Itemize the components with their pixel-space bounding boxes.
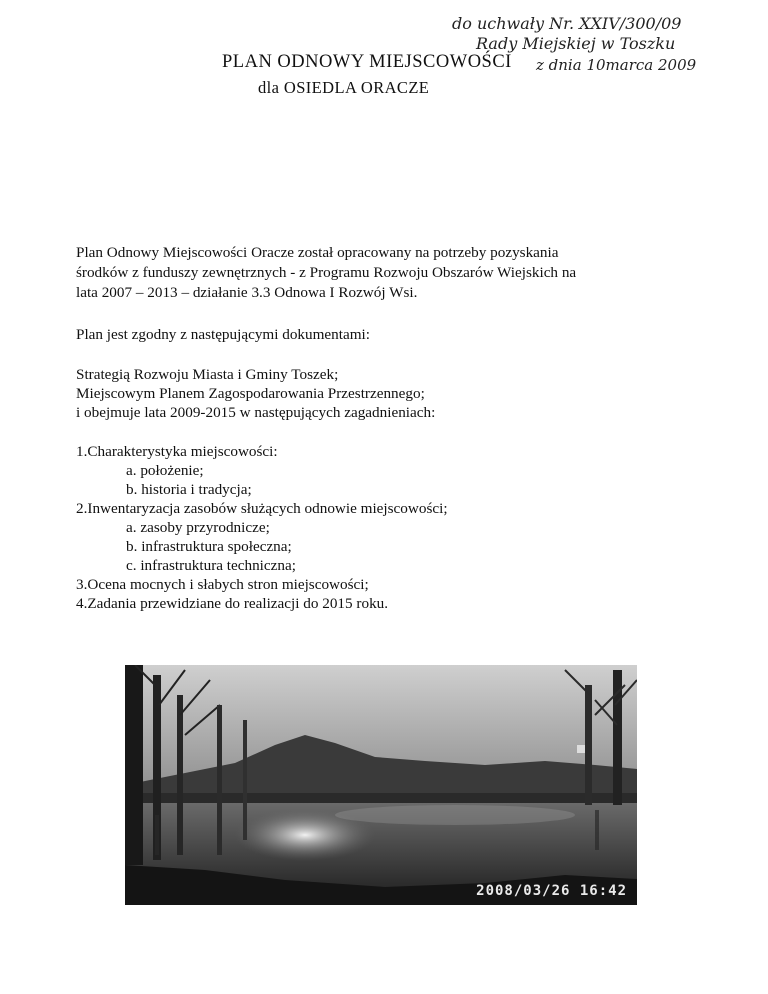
intro-line: lata 2007 – 2013 – działanie 3.3 Odnowa I Rozwój Wsi.	[76, 284, 418, 301]
handwritten-line-1: do uchwały Nr. XXIV/300/09	[452, 14, 682, 33]
intro-line: Plan Odnowy Miejscowości Oracze został opracowany na potrzeby pozyskania	[76, 244, 559, 261]
pond-photo-image	[125, 665, 637, 905]
toc-item: 4.Zadania przewidziane do realizacji do 2015 roku.	[76, 595, 389, 612]
toc-subitem: c. infrastruktura techniczna;	[126, 557, 296, 574]
pond-photo	[125, 665, 637, 905]
document-line: Strategią Rozwoju Miasta i Gminy Toszek;	[76, 366, 339, 383]
page-subtitle: dla OSIEDLA ORACZE	[258, 78, 430, 97]
toc-item: 1.Charakterystyka miejscowości:	[76, 443, 278, 460]
toc-subitem: b. historia i tradycja;	[126, 481, 252, 498]
toc-item: 3.Ocena mocnych i słabych stron miejscowości;	[76, 576, 369, 593]
toc-subitem: a. zasoby przyrodnicze;	[126, 519, 270, 536]
handwritten-line-3: z dnia 10marca 2009	[536, 56, 697, 74]
handwritten-line-2: Rady Miejskiej w Toszku	[476, 34, 676, 53]
toc-item: 2.Inwentaryzacja zasobów służących odnowie miejscowości;	[76, 500, 448, 517]
photo-timestamp: 2008/03/26 16:42	[476, 883, 627, 899]
page-title: PLAN ODNOWY MIEJSCOWOŚCI	[222, 52, 512, 72]
toc-subitem: b. infrastruktura społeczna;	[126, 538, 292, 555]
document-line: i obejmuje lata 2009-2015 w następujących zagadnieniach:	[76, 404, 436, 421]
intro-line: środków z funduszy zewnętrznych - z Programu Rozwoju Obszarów Wiejskich na	[76, 264, 577, 281]
compliance-line: Plan jest zgodny z następującymi dokumentami:	[76, 326, 370, 343]
document-line: Miejscowym Planem Zagospodarowania Przestrzennego;	[76, 385, 425, 402]
toc-subitem: a. położenie;	[126, 462, 204, 479]
